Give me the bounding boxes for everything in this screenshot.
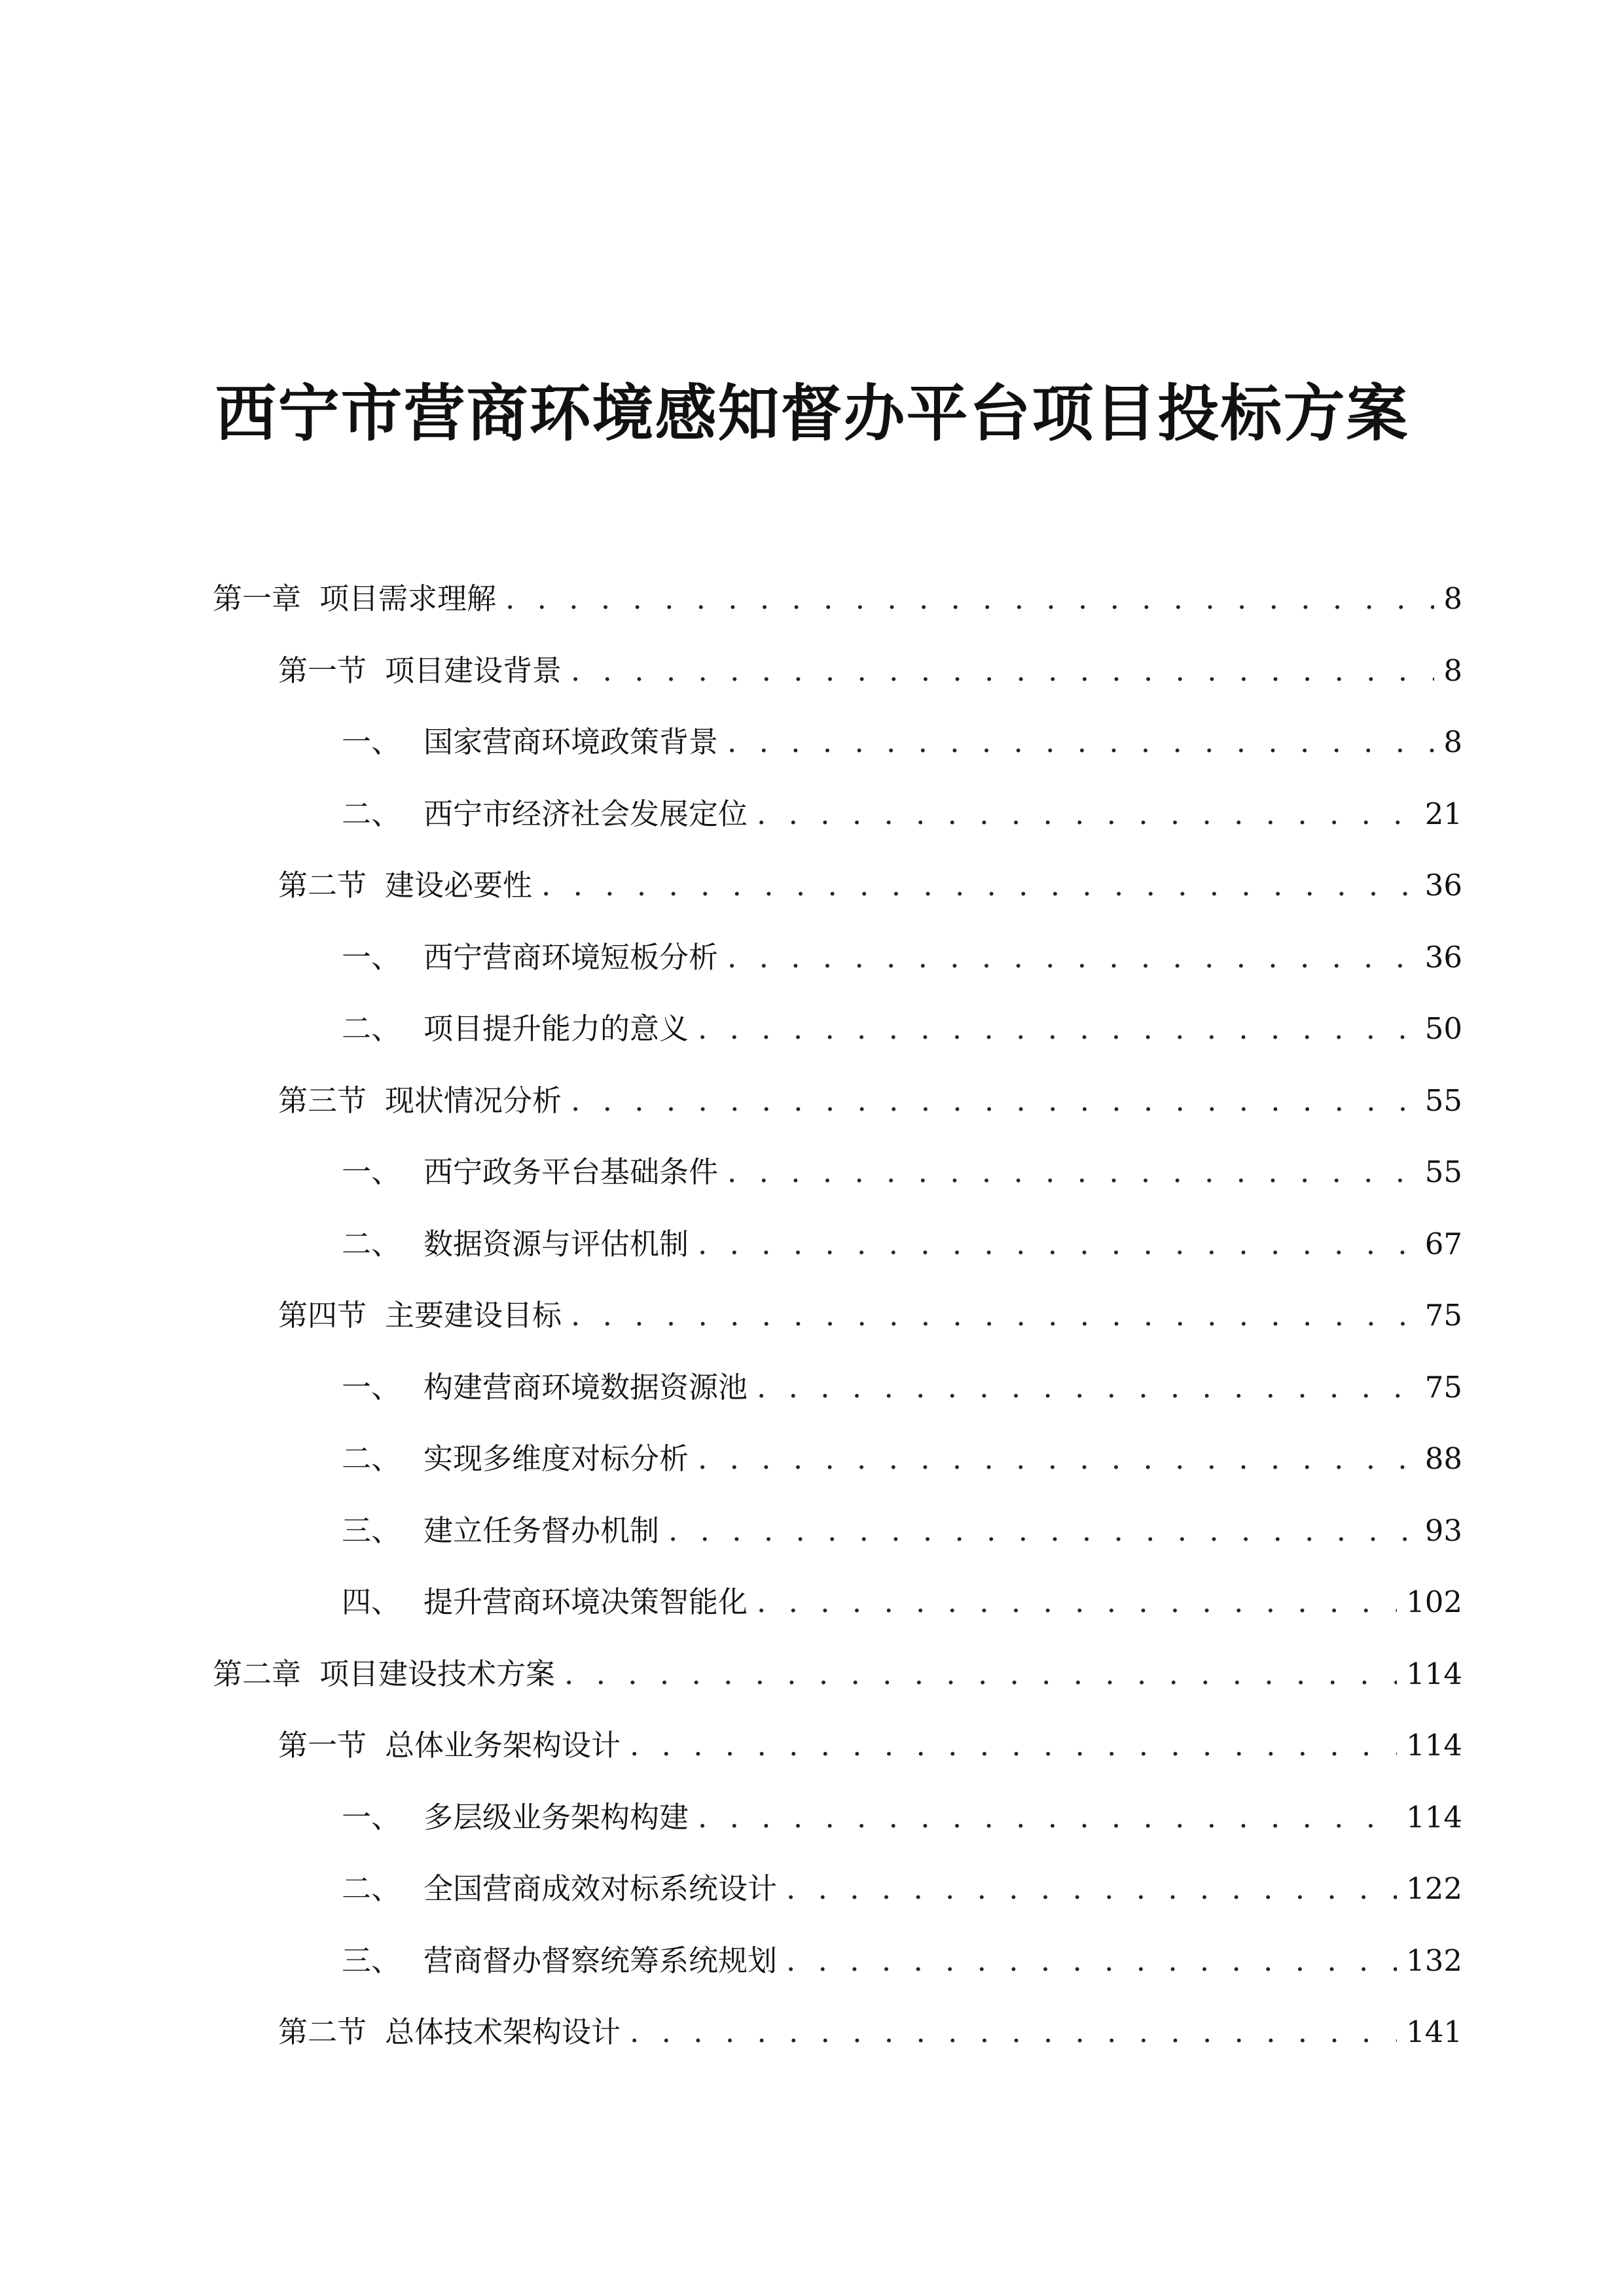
toc-dot-leader — [571, 648, 1434, 694]
toc-entry-number: 第一章 — [213, 581, 302, 616]
toc-entry-number: 第一节 — [278, 653, 367, 688]
toc-entry-number: 第二节 — [278, 868, 367, 903]
toc-dot-leader — [698, 1795, 1397, 1840]
toc-entry[interactable] — [342, 791, 1462, 837]
toc-dot-leader — [727, 1149, 1416, 1195]
toc-entry-title: 提升营商环境决策智能化 — [424, 1585, 748, 1619]
toc-dot-leader — [571, 1078, 1416, 1124]
toc-entry-page-number: 114 — [1406, 1799, 1462, 1835]
toc-entry-title: 项目建设技术方案 — [319, 1656, 556, 1691]
toc-entry-title: 营商督办督察统筹系统规划 — [424, 1943, 778, 1978]
toc-entry-title: 西宁营商环境短板分析 — [424, 939, 719, 975]
toc-entry-number: 一、 — [342, 939, 401, 975]
toc-entry[interactable] — [278, 1723, 1462, 1768]
toc-dot-leader — [571, 1293, 1416, 1338]
toc-entry-number: 第三节 — [278, 1083, 367, 1118]
toc-entry-page-number: 8 — [1443, 581, 1462, 616]
toc-entry[interactable] — [278, 863, 1462, 908]
toc-entry[interactable] — [342, 1795, 1462, 1840]
toc-dot-leader — [630, 2009, 1397, 2055]
toc-entry-title: 数据资源与评估机制 — [424, 1226, 689, 1261]
toc-dot-leader — [505, 576, 1434, 622]
toc-dot-leader — [727, 935, 1416, 980]
toc-entry-page-number: 88 — [1424, 1441, 1462, 1476]
toc-entry-page-number: 102 — [1406, 1585, 1462, 1619]
toc-entry-number: 第二章 — [213, 1656, 302, 1691]
toc-entry-page-number: 132 — [1406, 1943, 1462, 1978]
toc-entry-number: 三、 — [342, 1513, 401, 1548]
toc-entry-title: 实现多维度对标分析 — [424, 1441, 689, 1476]
toc-entry[interactable] — [278, 1078, 1462, 1124]
toc-entry-number: 二、 — [342, 1441, 401, 1476]
toc-entry-page-number: 36 — [1424, 939, 1462, 975]
toc-entry[interactable] — [342, 1365, 1462, 1410]
toc-entry-title: 总体业务架构设计 — [385, 1728, 621, 1763]
toc-entry-page-number: 114 — [1406, 1728, 1462, 1763]
toc-entry-page-number: 93 — [1424, 1513, 1462, 1548]
toc-entry-title: 总体技术架构设计 — [385, 2015, 621, 2049]
toc-entry[interactable] — [342, 935, 1462, 980]
toc-dot-leader — [630, 1723, 1397, 1768]
toc-entry-number: 二、 — [342, 1226, 401, 1261]
toc-entry-number: 四、 — [342, 1585, 401, 1619]
toc-dot-leader — [727, 719, 1434, 765]
toc-entry[interactable] — [278, 648, 1462, 694]
toc-entry-title: 西宁政务平台基础条件 — [424, 1155, 719, 1189]
toc-entry-number: 二、 — [342, 796, 401, 831]
toc-dot-leader — [757, 1365, 1416, 1410]
toc-entry-page-number: 36 — [1424, 868, 1462, 903]
toc-entry-title: 西宁市经济社会发展定位 — [424, 796, 748, 831]
toc-dot-leader — [564, 1651, 1397, 1697]
toc-entry-number: 一、 — [342, 1369, 401, 1405]
toc-entry[interactable] — [278, 1293, 1462, 1338]
document-title: 西宁市营商环境感知督办平台项目投标方案 — [215, 378, 1409, 450]
toc-entry-title: 多层级业务架构构建 — [424, 1799, 689, 1835]
toc-entry[interactable] — [342, 1221, 1462, 1267]
toc-dot-leader — [786, 1938, 1397, 1984]
toc-entry-number: 第四节 — [278, 1298, 367, 1333]
toc-entry-title: 建设必要性 — [385, 868, 533, 903]
toc-entry[interactable] — [278, 2009, 1462, 2055]
toc-entry-page-number: 114 — [1406, 1656, 1462, 1691]
toc-entry[interactable] — [342, 1866, 1462, 1912]
toc-dot-leader — [698, 1436, 1416, 1482]
toc-entry-page-number: 141 — [1406, 2015, 1462, 2049]
toc-entry-page-number: 67 — [1424, 1226, 1462, 1261]
toc-entry-number: 二、 — [342, 1871, 401, 1906]
toc-entry-page-number: 55 — [1424, 1155, 1462, 1189]
toc-entry-number: 一、 — [342, 1155, 401, 1189]
toc-dot-leader — [757, 791, 1416, 837]
toc-entry-title: 构建营商环境数据资源池 — [424, 1369, 748, 1405]
toc-entry-title: 建立任务督办机制 — [424, 1513, 660, 1548]
toc-entry[interactable] — [342, 1006, 1462, 1052]
toc-entry[interactable] — [213, 576, 1462, 622]
toc-entry-page-number: 55 — [1424, 1083, 1462, 1118]
toc-entry[interactable] — [213, 1651, 1462, 1697]
toc-dot-leader — [757, 1579, 1397, 1625]
toc-dot-leader — [786, 1866, 1397, 1912]
toc-entry-title: 项目提升能力的意义 — [424, 1011, 689, 1046]
toc-dot-leader — [668, 1508, 1416, 1554]
toc-dot-leader — [541, 863, 1416, 908]
toc-entry[interactable] — [342, 1508, 1462, 1554]
toc-entry-number: 三、 — [342, 1943, 401, 1978]
toc-entry[interactable] — [342, 1938, 1462, 1984]
toc-dot-leader — [698, 1006, 1416, 1052]
toc-entry-page-number: 75 — [1424, 1369, 1462, 1405]
toc-dot-leader — [698, 1221, 1416, 1267]
toc-entry[interactable] — [342, 1149, 1462, 1195]
toc-entry-title: 项目需求理解 — [319, 581, 497, 616]
toc-entry-number: 二、 — [342, 1011, 401, 1046]
toc-entry-number: 一、 — [342, 725, 401, 759]
toc-entry-title: 主要建设目标 — [385, 1298, 562, 1333]
toc-entry[interactable] — [342, 719, 1462, 765]
toc-entry-title: 现状情况分析 — [385, 1083, 562, 1118]
toc-entry-page-number: 21 — [1424, 796, 1462, 831]
toc-entry-number: 第一节 — [278, 1728, 367, 1763]
toc-entry-title: 项目建设背景 — [385, 653, 562, 688]
toc-entry-page-number: 8 — [1443, 725, 1462, 759]
toc-entry-page-number: 8 — [1443, 653, 1462, 688]
toc-entry-page-number: 50 — [1424, 1011, 1462, 1046]
toc-entry[interactable] — [342, 1436, 1462, 1482]
toc-entry-number: 一、 — [342, 1799, 401, 1835]
toc-entry[interactable] — [342, 1579, 1462, 1625]
toc-entry-page-number: 75 — [1424, 1298, 1462, 1333]
toc-entry-page-number: 122 — [1406, 1871, 1462, 1906]
toc-entry-title: 国家营商环境政策背景 — [424, 725, 719, 759]
toc-entry-number: 第二节 — [278, 2015, 367, 2049]
toc-entry-title: 全国营商成效对标系统设计 — [424, 1871, 778, 1906]
